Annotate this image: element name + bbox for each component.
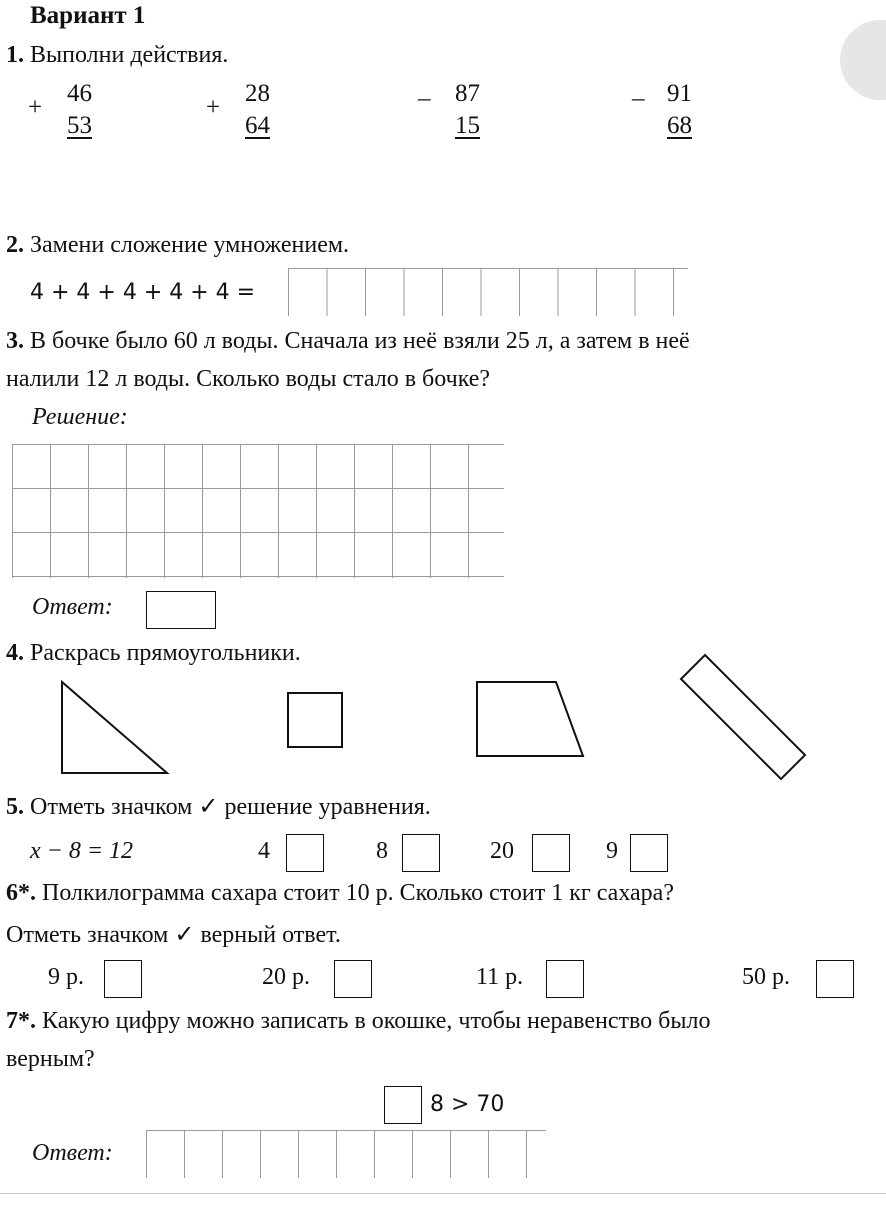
task3-number: 3.	[6, 328, 24, 354]
page-bottom-divider	[0, 1193, 886, 1194]
task6-option-4-label: 50 р.	[742, 964, 790, 990]
problem-operand-b: 15	[455, 112, 480, 139]
trapezoid-shape[interactable]	[477, 682, 583, 756]
task2-heading	[6, 232, 349, 259]
problem-operand-a: 91	[667, 80, 692, 107]
task6-line1	[6, 880, 674, 907]
task3-solution-label: Решение:	[32, 404, 128, 430]
task5-equation: x − 8 = 12	[30, 838, 134, 864]
task7-number: 7*.	[6, 1008, 36, 1034]
task3-text-line2: налили 12 л воды. Сколько воды стало в бочке?	[6, 366, 491, 392]
problem-operator: _	[418, 76, 431, 103]
problem-operand-a: 87	[455, 80, 480, 107]
task7-answer-grid[interactable]	[146, 1130, 546, 1178]
task7-inequality: 8 > 70	[430, 1092, 505, 1117]
task5-text: Отметь значком ✓ решение уравнения.	[30, 794, 431, 820]
task1-text: Выполни действия.	[30, 42, 229, 68]
task6-option-3-checkbox[interactable]	[546, 960, 584, 998]
task2-answer-grid[interactable]	[288, 268, 688, 316]
task6-text-line1: Полкилограмма сахара стоит 10 р. Сколько стоит 1 кг сахара?	[42, 880, 674, 906]
task3-answer-box[interactable]	[146, 591, 216, 629]
task5-heading	[6, 792, 431, 821]
triangle-shape[interactable]	[62, 682, 167, 773]
task6-option-1-label: 9 р.	[48, 964, 84, 990]
task2-text: Замени сложение умножением.	[30, 232, 350, 258]
task7-digit-box[interactable]	[384, 1086, 422, 1124]
task1-number: 1.	[6, 42, 24, 68]
square-shape[interactable]	[288, 693, 342, 747]
task2-expression: 4 + 4 + 4 + 4 + 4 =	[30, 280, 256, 305]
problem-operator: _	[632, 76, 645, 103]
task6-number: 6*.	[6, 880, 36, 906]
task6-option-4-checkbox[interactable]	[816, 960, 854, 998]
task6-option-2-label: 20 р.	[262, 964, 310, 990]
problem-operand-b: 68	[667, 112, 692, 139]
task7-text-line1: Какую цифру можно записать в окошке, чтобы неравенство было	[42, 1008, 711, 1034]
task6-option-1-checkbox[interactable]	[104, 960, 142, 998]
problem-operand-a: 46	[67, 80, 92, 107]
task6-text-line2: Отметь значком ✓ верный ответ.	[6, 922, 341, 948]
column-problem-3	[418, 76, 480, 142]
task3-line1	[6, 328, 690, 355]
task4-shapes	[0, 650, 886, 790]
task5-option-4-label: 9	[606, 838, 618, 864]
column-problem-1	[28, 78, 92, 142]
worksheet-title: Вариант 1	[30, 2, 146, 29]
task5-option-2-checkbox[interactable]	[402, 834, 440, 872]
task6-option-3-label: 11 р.	[476, 964, 524, 990]
task3-solution-grid[interactable]	[12, 444, 504, 578]
task7-text-line2: верным?	[6, 1046, 95, 1072]
task5-option-3-label: 20	[490, 838, 514, 864]
task1-heading	[6, 42, 228, 69]
task4-text: Раскрась прямоугольники.	[30, 640, 301, 666]
corner-shadow	[840, 20, 886, 100]
task5-option-1-label: 4	[258, 838, 270, 864]
problem-operator: +	[206, 94, 221, 121]
problem-operand-b: 64	[245, 112, 270, 139]
task5-option-4-checkbox[interactable]	[630, 834, 668, 872]
task5-option-3-checkbox[interactable]	[532, 834, 570, 872]
problem-operand-b: 53	[67, 112, 92, 139]
task5-number: 5.	[6, 794, 24, 820]
task5-option-2-label: 8	[376, 838, 388, 864]
task3-answer-label: Ответ:	[32, 594, 113, 620]
tilted-rectangle-shape[interactable]	[681, 655, 805, 779]
task3-text-line1: В бочке было 60 л воды. Сначала из неё взяли 25 л, а затем в неё	[30, 328, 690, 354]
column-problem-2	[206, 78, 270, 142]
task2-number: 2.	[6, 232, 24, 258]
task5-option-1-checkbox[interactable]	[286, 834, 324, 872]
problem-operator: +	[28, 94, 43, 121]
task6-option-2-checkbox[interactable]	[334, 960, 372, 998]
task4-number: 4.	[6, 640, 24, 666]
column-problem-4	[632, 76, 692, 142]
task7-answer-label: Ответ:	[32, 1140, 113, 1166]
problem-operand-a: 28	[245, 80, 270, 107]
task7-line1	[6, 1008, 710, 1035]
